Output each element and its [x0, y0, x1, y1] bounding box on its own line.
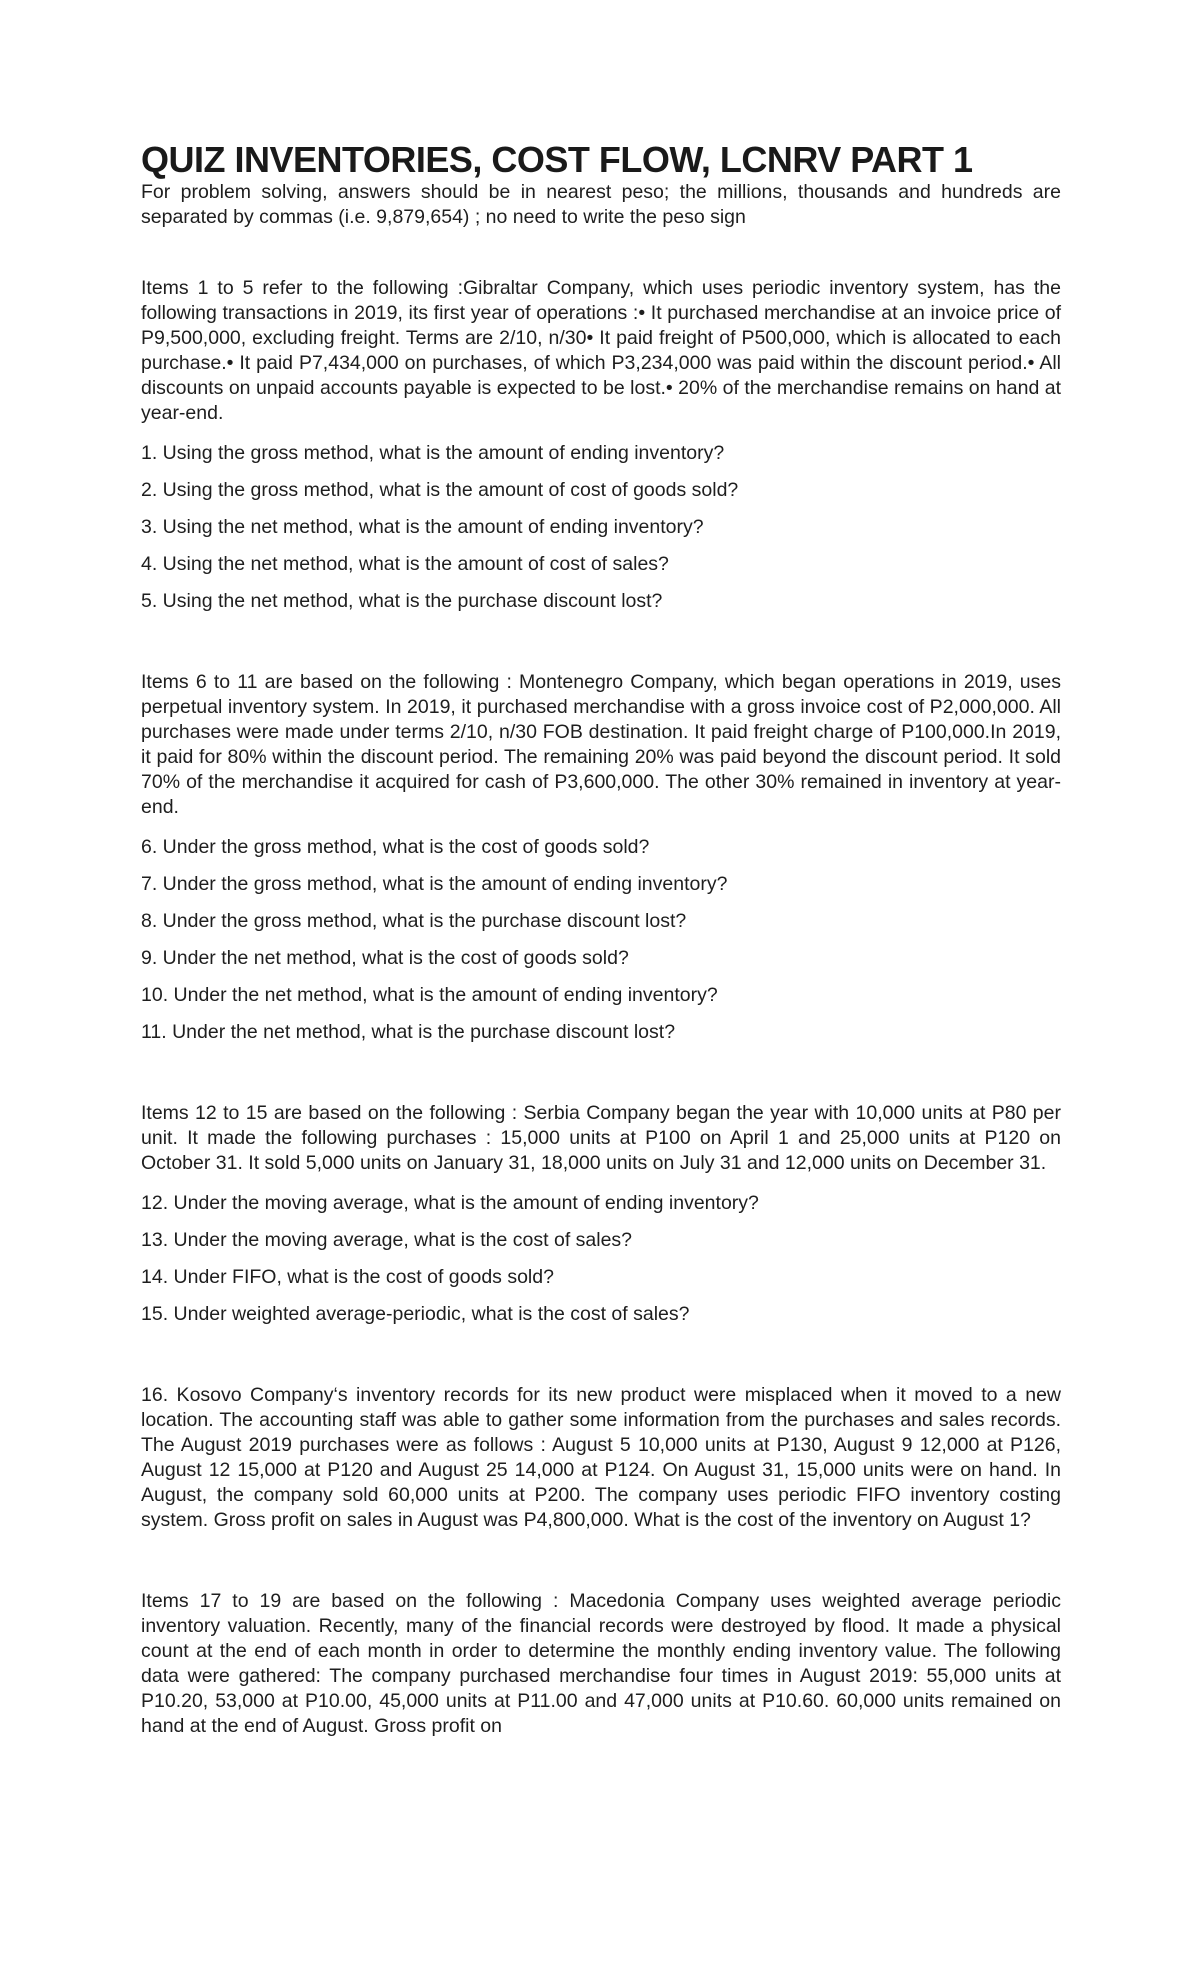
- document-page: [141, 140, 1061, 1739]
- question-11: 11. Under the net method, what is the purchase discount lost?: [141, 1021, 676, 1043]
- question-16-paragraph: 16. Kosovo Company‘s inventory records for its new product were misplaced when it moved to a new location. The accounting staff was able to gather some information from the purchases and sales records. The August 2019 purchases were as follows : August 5 10,000 units at P130, August 9 12,000 at P126, August 12 15,000 at P120 and August 25 14,000 at P124. On August 31, 15,000 units were on hand. In August, the company sold 60,000 units at P200. The company uses periodic FIFO inventory costing system. Gross profit on sales in August was P4,800,000. What is the cost of the inventory on August 1?: [141, 1384, 1061, 1531]
- question-6: 6. Under the gross method, what is the cost of goods sold?: [141, 836, 650, 858]
- question-15: 15. Under weighted average-periodic, what is the cost of sales?: [141, 1303, 690, 1325]
- section-5-paragraph: Items 17 to 19 are based on the following : Macedonia Company uses weighted average periodic inventory valuation. Recently, many of the financial records were destroyed by flood. It made a physical count at the end of each month in order to determine the monthly ending inventory value. The following data were gathered: The company purchased merchandise four times in August 2019: 55,000 units at P10.20, 53,000 at P10.00, 45,000 units at P11.00 and 47,000 units at P10.60. 60,000 units remained on hand at the end of August. Gross profit on: [141, 1590, 1061, 1737]
- section-1-paragraph: Items 1 to 5 refer to the following :Gibraltar Company, which uses periodic inventory system, has the following transactions in 2019, its first year of operations :• It purchased merchandise at an invoice price of P9,500,000, excluding freight. Terms are 2/10, n/30• It paid freight of P500,000, which is allocated to each purchase.• It paid P7,434,000 on purchases, of which P3,234,000 was paid within the discount period.• All discounts on unpaid accounts payable is expected to be lost.• 20% of the merchandise remains on hand at year-end.: [141, 277, 1061, 424]
- question-12: 12. Under the moving average, what is the amount of ending inventory?: [141, 1192, 759, 1214]
- question-8: 8. Under the gross method, what is the purchase discount lost?: [141, 910, 687, 932]
- question-1: 1. Using the gross method, what is the amount of ending inventory?: [141, 442, 725, 464]
- question-3: 3. Using the net method, what is the amount of ending inventory?: [141, 516, 704, 538]
- section-3-paragraph: Items 12 to 15 are based on the following : Serbia Company began the year with 10,000 units at P80 per unit. It made the following purchases : 15,000 units at P100 on April 1 and 25,000 units at P120 on October 31. It sold 5,000 units on January 31, 18,000 units on July 31 and 12,000 units on December 31.: [141, 1102, 1061, 1174]
- question-5: 5. Using the net method, what is the purchase discount lost?: [141, 590, 663, 612]
- question-9: 9. Under the net method, what is the cost of goods sold?: [141, 947, 629, 969]
- question-13: 13. Under the moving average, what is the cost of sales?: [141, 1229, 633, 1251]
- section-2-paragraph: Items 6 to 11 are based on the following : Montenegro Company, which began operations in 2019, uses perpetual inventory system. In 2019, it purchased merchandise with a gross invoice cost of P2,000,000. All purchases were made under terms 2/10, n/30 FOB destination. It paid freight charge of P100,000.In 2019, it paid for 80% within the discount period. The remaining 20% was paid beyond the discount period. It sold 70% of the merchandise it acquired for cash of P3,600,000. The other 30% remained in inventory at year-end.: [141, 671, 1061, 818]
- question-10: 10. Under the net method, what is the amount of ending inventory?: [141, 984, 718, 1006]
- question-14: 14. Under FIFO, what is the cost of goods sold?: [141, 1266, 554, 1288]
- instructions: For problem solving, answers should be in nearest peso; the millions, thousands and hundreds are separated by commas (i.e. 9,879,654) ; no need to write the peso sign: [141, 181, 1061, 228]
- question-7: 7. Under the gross method, what is the amount of ending inventory?: [141, 873, 728, 895]
- page-title: QUIZ INVENTORIES, COST FLOW, LCNRV PART 1: [141, 139, 973, 180]
- question-4: 4. Using the net method, what is the amount of cost of sales?: [141, 553, 669, 575]
- question-2: 2. Using the gross method, what is the amount of cost of goods sold?: [141, 479, 739, 501]
